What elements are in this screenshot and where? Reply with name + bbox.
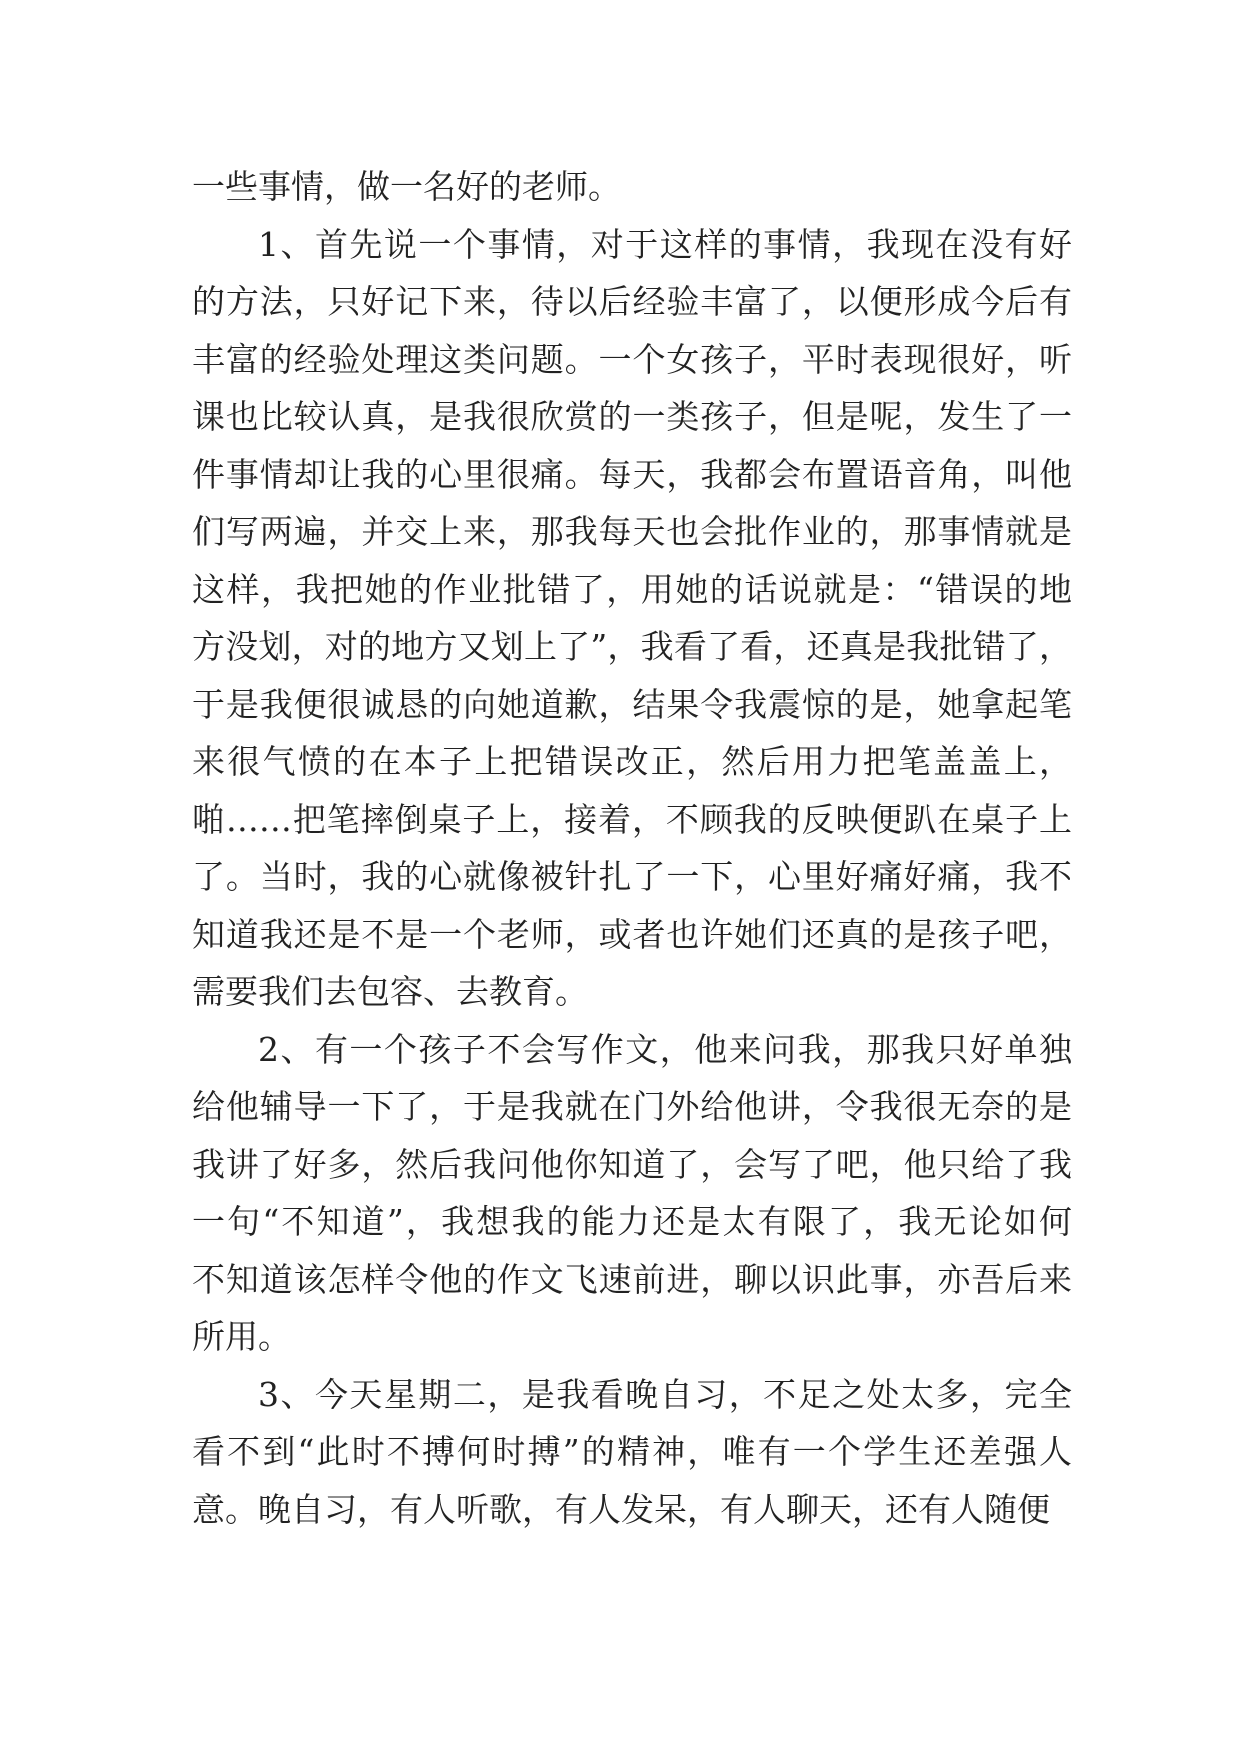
text-line: 不知道该怎样令他的作文飞速前进，聊以识此事，亦吾后来 (192, 1259, 1072, 1299)
text-line: 了。当时，我的心就像被针扎了一下，心里好痛好痛，我不 (192, 857, 1072, 896)
document-body (192, 158, 1072, 1538)
text-line: 一些事情，做一名好的老师。 (192, 167, 621, 206)
text-line: 的方法，只好记下来，待以后经验丰富了，以便形成今后有 (192, 282, 1072, 321)
text-line: 看不到“此时不搏何时搏”的精神，唯有一个学生还差强人 (192, 1432, 1072, 1471)
text-line: 知道我还是不是一个老师，或者也许她们还真的是孩子吧， (192, 914, 1072, 954)
text-line: 所用。 (192, 1317, 291, 1356)
text-line: 啪……把笔摔倒桌子上，接着，不顾我的反映便趴在桌子上 (192, 799, 1072, 839)
text-line: 需要我们去包容、去教育。 (192, 972, 588, 1011)
text-line: 这样，我把她的作业批错了，用她的话说就是：“错误的地 (192, 569, 1072, 609)
text-line: 3、今天星期二，是我看晚自习，不足之处太多，完全 (258, 1374, 1072, 1414)
text-line: 2、有一个孩子不会写作文，他来问我，那我只好单独 (258, 1029, 1072, 1069)
paragraph (192, 158, 1072, 216)
text-line: 丰富的经验处理这类问题。一个女孩子，平时表现很好，听 (192, 339, 1072, 379)
text-line: 1、首先说一个事情，对于这样的事情，我现在没有好 (258, 224, 1072, 264)
text-line: 给他辅导一下了，于是我就在门外给他讲，令我很无奈的是 (192, 1087, 1072, 1126)
text-line: 们写两遍，并交上来，那我每天也会批作业的，那事情就是 (192, 512, 1072, 551)
paragraph (192, 216, 1072, 1021)
text-line: 一句“不知道”，我想我的能力还是太有限了，我无论如何 (192, 1202, 1072, 1241)
text-line: 来很气愤的在本子上把错误改正，然后用力把笔盖盖上， (192, 742, 1072, 781)
paragraph (192, 1021, 1072, 1366)
text-line: 课也比较认真，是我很欣赏的一类孩子，但是呢，发生了一 (192, 397, 1072, 436)
text-line: 意。晚自习，有人听歌，有人发呆，有人聊天，还有人随便 (192, 1489, 1050, 1529)
paragraph (192, 1366, 1072, 1539)
text-line: 方没划，对的地方又划上了”，我看了看，还真是我批错了， (192, 627, 1072, 666)
text-line: 于是我便很诚恳的向她道歉，结果令我震惊的是，她拿起笔 (192, 684, 1072, 724)
text-line: 件事情却让我的心里很痛。每天，我都会布置语音角，叫他 (192, 454, 1072, 494)
text-line: 我讲了好多，然后我问他你知道了，会写了吧，他只给了我 (192, 1144, 1072, 1184)
